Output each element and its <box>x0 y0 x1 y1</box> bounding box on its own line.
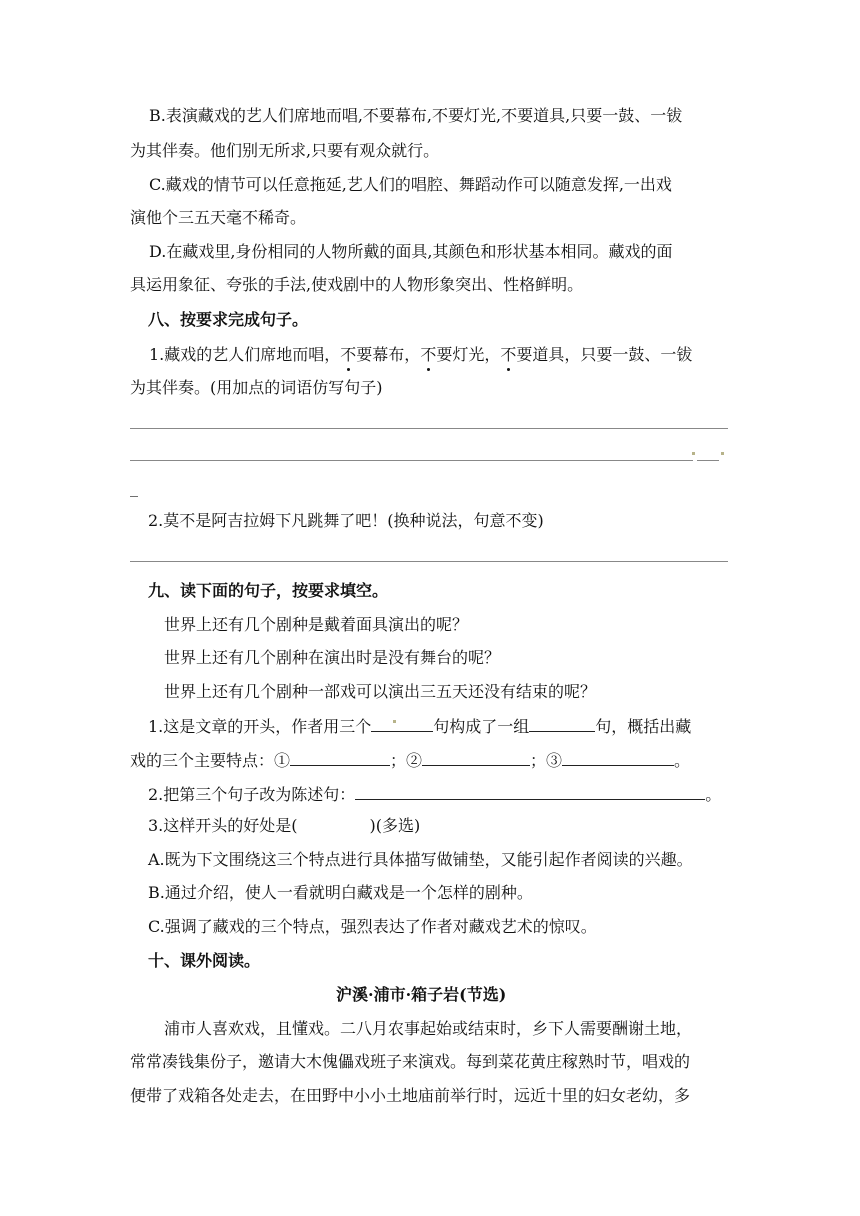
scan-speck <box>721 452 724 455</box>
fill-blank[interactable] <box>290 749 390 766</box>
q1-text-c: 要灯光， <box>436 345 501 364</box>
choice-option-c: C.强调了藏戏的三个特点，强烈表达了作者对藏戏艺术的惊叹。 <box>148 917 597 936</box>
q2-text: 2.把第三个句子改为陈述句： <box>148 785 356 804</box>
q1-text-a: 1.这是文章的开头，作者用三个 <box>148 717 372 736</box>
answer-line[interactable] <box>130 561 728 562</box>
option-b-line1: B.表演藏戏的艺人们席地而唱,不要幕布,不要灯光,不要道具,只要一鼓、一钹 <box>149 106 683 125</box>
passage-title: 沪溪·浦市·箱子岩(节选) <box>336 985 507 1004</box>
choice-option-a: A.既为下文围绕这三个特点进行具体描写做铺垫，又能引起作者阅读的兴趣。 <box>148 850 693 869</box>
end-punct: 。 <box>705 785 722 804</box>
q1-text-c: 句，概括出藏 <box>595 717 692 736</box>
fill-blank[interactable] <box>529 715 595 732</box>
fill-blank[interactable] <box>371 715 433 732</box>
quoted-sentence-1: 世界上还有几个剧种是戴着面具演出的呢？ <box>164 615 469 634</box>
section-9-question-1-line2 <box>130 749 690 771</box>
q3-text-a: 3.这样开头的好处是( <box>148 816 298 835</box>
section-8-heading: 八、按要求完成句子。 <box>148 310 309 329</box>
option-c-line1: C.藏戏的情节可以任意拖延,艺人们的唱腔、舞蹈动作可以随意发挥,一出戏 <box>149 175 672 194</box>
option-d-line2: 具运用象征、夸张的手法,使戏剧中的人物形象突出、性格鲜明。 <box>130 275 584 294</box>
quoted-sentence-2: 世界上还有几个剧种在演出时是没有舞台的呢？ <box>164 648 501 667</box>
section-8-question-1-line2: 为其伴奏。(用加点的词语仿写句子) <box>130 378 383 397</box>
separator: ；③ <box>530 751 563 770</box>
choice-option-b: B.通过介绍，使人一看就明白藏戏是一个怎样的剧种。 <box>148 883 533 902</box>
section-10-heading: 十、课外阅读。 <box>148 951 261 970</box>
emphasis-dot-word: 不 <box>420 345 437 364</box>
q3-text-b: )(多选) <box>369 816 421 835</box>
q1-text-b: 要幕布， <box>356 345 421 364</box>
section-9-question-2 <box>148 783 721 805</box>
option-c-line2: 演他个三五天毫不稀奇。 <box>130 208 307 227</box>
answer-line[interactable] <box>130 428 728 429</box>
passage-line-1: 浦市人喜欢戏，且懂戏。二八月农事起始或结束时，乡下人需要酬谢土地， <box>164 1019 693 1038</box>
section-9-question-1 <box>148 715 691 737</box>
passage-line-3: 便带了戏箱各处走去，在田野中小小土地庙前举行时，远近十里的妇女老幼，多 <box>130 1086 691 1105</box>
fill-blank[interactable] <box>562 749 674 766</box>
q1-line2-text: 戏的三个主要特点：① <box>130 751 291 770</box>
option-b-line2: 为其伴奏。他们别无所求,只要有观众就行。 <box>130 141 440 160</box>
fill-blank[interactable] <box>422 749 530 766</box>
separator: ；② <box>390 751 423 770</box>
scan-speck <box>393 720 396 723</box>
q1-text-a: 1.藏戏的艺人们席地而唱， <box>149 345 341 364</box>
section-8-question-2: 2.莫不是阿吉拉姆下凡跳舞了吧！(换种说法，句意不变) <box>148 511 544 530</box>
fill-blank[interactable] <box>355 783 705 800</box>
quoted-sentence-3: 世界上还有几个剧种一部戏可以演出三五天还没有结束的呢？ <box>164 682 597 701</box>
option-d-line1: D.在藏戏里,身份相同的人物所戴的面具,其颜色和形状基本相同。藏戏的面 <box>149 242 673 261</box>
scan-speck <box>692 452 695 455</box>
passage-line-2: 常常凑钱集份子，邀请大木傀儡戏班子来演戏。每到菜花黄庄稼熟时节，唱戏的 <box>130 1052 691 1071</box>
q1-text-b: 句构成了一组 <box>433 717 530 736</box>
emphasis-dot-word: 不 <box>500 345 517 364</box>
emphasis-dot-word: 不 <box>340 345 357 364</box>
end-punct: 。 <box>674 751 691 770</box>
section-8-question-1 <box>149 345 692 365</box>
answer-line[interactable] <box>130 460 693 461</box>
section-9-question-3 <box>148 816 420 836</box>
answer-line-tail <box>697 460 719 461</box>
stray-underscore: _ <box>130 478 138 497</box>
q1-text-d: 要道具，只要一鼓、一钹 <box>516 345 693 364</box>
section-9-heading: 九、读下面的句子，按要求填空。 <box>148 581 389 600</box>
